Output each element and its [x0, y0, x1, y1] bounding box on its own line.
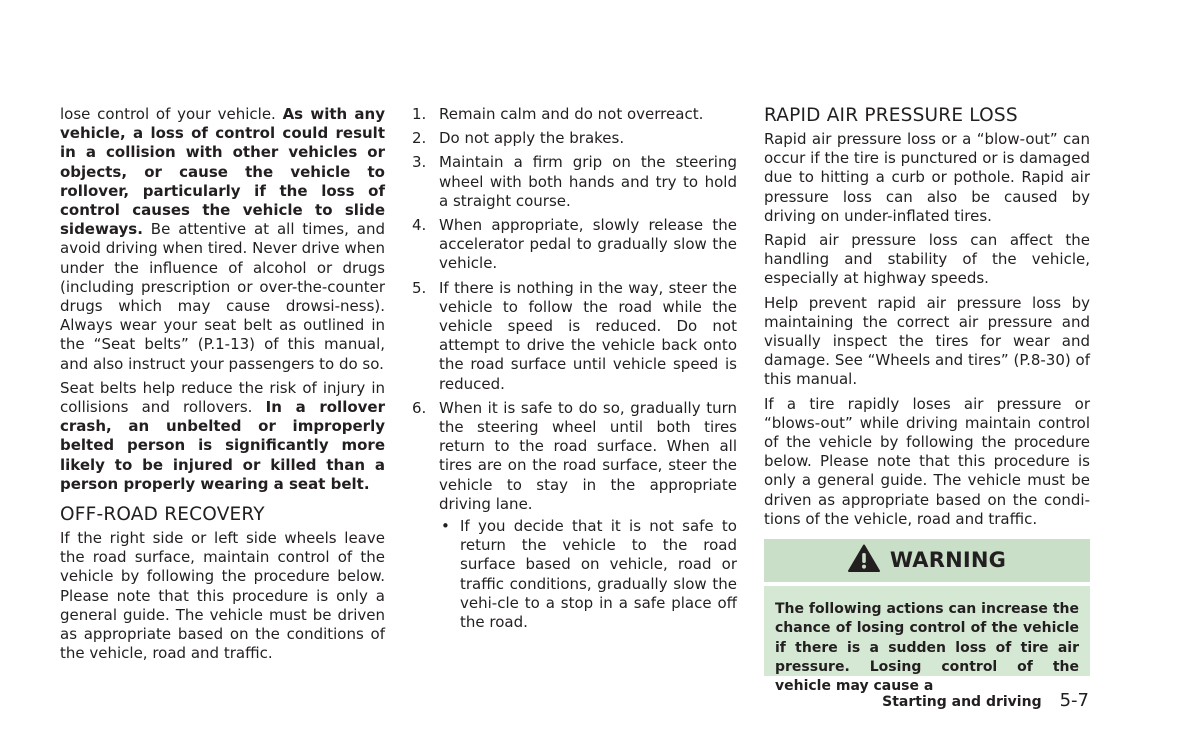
text-run: Be attentive at all times, and avoid driving when tired. Never drive when under the influence of alcohol or drugs (including prescription or over-the-counter drugs which may cause drowsi-ness). Always wear your seat belt as outlined in the “Seat belts” (P.1-13) of this manual, and also instruct your passengers to do so. — [60, 220, 385, 373]
step-number: 2. — [412, 129, 427, 148]
warning-body: The following actions can increase the chance of losing control of the vehicle if there is a sudden loss of tire air pressure. Losing control of the vehicle may cause a — [764, 586, 1090, 676]
page-number: 5-7 — [1059, 690, 1089, 711]
step-number: 3. — [412, 153, 427, 172]
list-item — [412, 279, 737, 394]
list-item — [412, 105, 737, 124]
paragraph-air-loss-procedure: If a tire rapidly loses air pressure or “blows-out” while driving maintain control of the vehicle by following the procedure below. Please note that this procedure is only a general guide. The vehicle must be driven as appropriate based on the condi-tions of the vehicle, road and traffic. — [764, 394, 1090, 528]
step-number: 1. — [412, 105, 427, 123]
text-run: Seat belts help reduce the risk of injury in collisions and rollovers. — [60, 378, 385, 417]
sub-bullet-list — [439, 517, 737, 632]
recovery-steps-list — [412, 105, 737, 632]
paragraph-air-loss-prevention: Help prevent rapid air pressure loss by maintaining the correct air pressure and visually inspect the tires for wear and damage. See “Wheels and tires” (P.8-30) of this manual. — [764, 293, 1090, 389]
sub-list-item — [439, 517, 737, 632]
bullet-icon: • — [441, 517, 450, 536]
step-text: Remain calm and do not overreact. — [439, 105, 704, 123]
paragraph-air-loss-effects: Rapid air pressure loss can affect the handling and stability of the vehicle, especially at highway speeds. — [764, 231, 1090, 288]
list-item — [412, 399, 737, 632]
list-item — [412, 216, 737, 274]
text-run: lose control of your vehicle. — [60, 105, 283, 123]
bold-text-run: In a rollover crash, an unbelted or improperly belted person is significantly more likely to be injured or killed than a person properly wearing a seat belt. — [60, 398, 385, 493]
section-name: Starting and driving — [882, 694, 1042, 710]
paragraph-air-loss-causes: Rapid air pressure loss or a “blow-out” can occur if the tire is punctured or is damaged due to hitting a curb or pothole. Rapid air pressure loss can also be caused by driving on under-inflated tires. — [764, 130, 1090, 225]
step-text: When appropriate, slowly release the accelerator pedal to gradually slow the vehicle. — [439, 216, 737, 273]
heading-rapid-air-pressure-loss: RAPID AIR PRESSURE LOSS — [764, 105, 1018, 126]
list-item — [412, 153, 737, 211]
list-item — [412, 129, 737, 148]
middle-column — [412, 105, 737, 637]
step-number: 5. — [412, 278, 427, 297]
heading-off-road-recovery: OFF-ROAD RECOVERY — [60, 504, 265, 526]
step-text: When it is safe to do so, gradually turn the steering wheel until both tires return to the road surface. When all tires are on the road surface, steer the vehicle to stay in the appropriate driving lane. — [439, 398, 737, 513]
left-column — [60, 105, 385, 668]
step-text: Maintain a firm grip on the steering wheel with both hands and try to hold a straight course. — [439, 153, 737, 210]
warning-header — [764, 539, 1090, 582]
bold-text-run: As with any vehicle, a loss of control could result in a collision with other vehicles or objects, or cause the vehicle to rollover, particularly if the loss of control causes the vehicle to slide sideways. — [60, 105, 385, 239]
page-footer — [882, 690, 1089, 711]
step-number: 6. — [412, 398, 427, 417]
step-number: 4. — [412, 216, 427, 235]
step-text: Do not apply the brakes. — [439, 129, 625, 148]
warning-triangle-icon — [848, 544, 880, 577]
warning-title: WARNING — [889, 547, 1007, 572]
step-text: If there is nothing in the way, steer the vehicle to follow the road while the vehicle speed is reduced. Do not attempt to drive the vehicle back onto the road surface until vehicle speed is reduced. — [439, 278, 737, 393]
paragraph-control-warning — [60, 105, 385, 374]
paragraph-off-road-recovery: If the right side or left side wheels leave the road surface, maintain control of the vehicle by following the procedure below. Please note that this procedure is only a general guide. The vehicle must be driven as appropriate based on the conditions of the vehicle, road and traffic. — [60, 529, 385, 663]
bullet-text: If you decide that it is not safe to return the vehicle to the road surface based on vehicle, road or traffic conditions, gradually slow the vehi-cle to a stop in a safe place off the road. — [460, 517, 737, 632]
right-column — [764, 105, 1090, 695]
paragraph-seat-belts — [60, 379, 385, 494]
